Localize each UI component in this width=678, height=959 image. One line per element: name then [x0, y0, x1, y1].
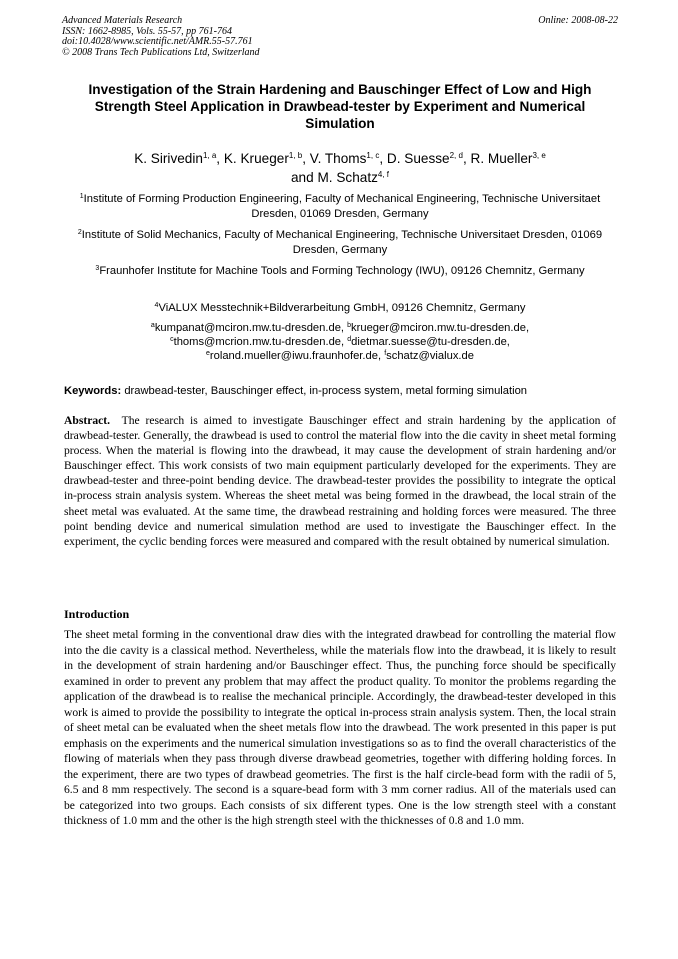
affiliation-text: Institute of Solid Mechanics, Faculty of Mechanical Engineering, Technische Universitaet Dresden, 01069 Dresden, Germany	[81, 229, 603, 256]
email-mark: d	[347, 336, 352, 343]
email-mark: f	[384, 350, 387, 357]
affiliation-mark: 2	[77, 229, 82, 236]
abstract	[64, 413, 616, 549]
introduction-body: The sheet metal forming in the conventional draw dies with the integrated drawbead for controlling the material flow into the die cavity is a classical method. Nevertheless, while the materials flow into the drawbead, it is likely to result in the development of strain hardening and/or Bauschinger effect. Thus, the punching force should be specifically examined in order to prevent any problem that may affect the product quality. To monitor the problems regarding the application of the drawbead is to realise the mechanical principle. Accordingly, the drawbead-tester developed in this work is aimed to provide the possibility to integrate the optical in-process strain analysis system. Then, the local strain of sheet metal can be evaluated when the sheet metals flow into the drawbead. The work presented in this paper is put emphasis on the experiments and the numerical simulation investigations so as to find the overall characteristics of the flowing of materials when they pass through diverse drawbead geometries, together with differing holding forces. In the experiment, there are two types of drawbead geometries. The first is the half circle-bead form with the radii of 5, 6.5 and 8 mm respectively. The second is a square-bead form with 3 mm corner radius. All of the materials used can be categorized into two groups. Each consists of six different types. One is the low strength steel with a constant thickness of 1.0 mm and the other is the high strength steel with the thicknesses of 0.8 and 1.0 mm.	[64, 628, 616, 827]
author-and: and	[290, 169, 314, 185]
keywords-label: Keywords:	[64, 385, 122, 397]
section-heading-introduction: Introduction	[64, 607, 130, 621]
author-name: M. Schatz	[317, 169, 378, 185]
journal-header	[62, 16, 618, 58]
author-name: R. Mueller	[470, 151, 533, 166]
email-address: kumpanat@mciron.mw.tu-dresden.de	[154, 322, 341, 334]
author-separator: ,	[379, 151, 387, 166]
keywords	[64, 384, 616, 398]
author-name: K. Sirivedin	[134, 151, 203, 166]
author-affiliation-mark: 4, f	[377, 169, 390, 179]
email-list: $^a$kumpanat@mciron.mw.tu-dresden.de, $^b$krueger@mciron.mw.tu-dresden.de, $^c$thoms@mcrion.mw.tu-dresden.de, $^d$dietmar.suesse@tu-dresden.de, $^e$roland.mueller@iwu.fraunhofer.de, $^f$schatz@vialux.de	[150, 322, 530, 362]
affiliation-mark: 3	[95, 265, 100, 272]
email-address: krueger@mciron.mw.tu-dresden.de	[351, 322, 526, 334]
email-mark: e	[205, 350, 210, 357]
abstract-text: The research is aimed to investigate Bauschinger effect and strain hardening by the application of drawbead-tester. Generally, the drawbead is used to control the material flow into the die cavity in sheet metal forming process. When the material is flowing into the drawbead, it may cause the development of strain hardening and/or Bauschinger effect. This work consists of two main equipment particularly developed for the experiments. They are drawbead-tester and three-point bending device. The drawbead-tester provides the possibility to integrate the optical in-process strain analysis system. Whereas the sheet metal was being formed in the drawbead, the local strain of the sheet metal was evaluated. At the same time, the drawbead restraining and holding forces were measured. The three point bending device and numerical simulation method are used to investigate the Bauschinger effect. In the experiment, the cyclic bending forces were measured and compared with the result obtained by numerical simulation.	[64, 414, 616, 548]
journal-name: Advanced Materials Research	[62, 15, 183, 26]
author-name: V. Thoms	[309, 151, 367, 166]
author-affiliation-mark: 3, e	[532, 151, 546, 160]
author-affiliation-mark: 2, d	[449, 151, 463, 160]
journal-copyright: © 2008 Trans Tech Publications Ltd, Switzerland	[62, 46, 260, 58]
journal-doi: doi:10.4028/www.scientific.net/AMR.55-57.761	[62, 36, 253, 48]
affiliation-4	[70, 301, 610, 316]
email-address: thoms@mcrion.mw.tu-dresden.de	[173, 336, 342, 348]
author-separator: ,	[462, 151, 471, 166]
email-mark: b	[347, 322, 352, 329]
affiliation-3	[70, 264, 610, 279]
affiliation-text: Fraunhofer Institute for Machine Tools and Forming Technology (IWU), 09126 Chemnitz, Germany	[99, 265, 585, 277]
email-address: schatz@vialux.de	[386, 350, 474, 362]
paper-title: Investigation of the Strain Hardening and Bauschinger Effect of Low and High Strength Steel Application in Drawbead-tester by Experiment and Numerical Simulation	[88, 82, 592, 131]
author-name: K. Krueger	[223, 151, 289, 166]
author-affiliation-mark: 1, a	[202, 151, 217, 160]
affiliation-mark: 4	[154, 302, 159, 309]
email-mark: c	[170, 336, 174, 343]
journal-issn: ISSN: 1662-8985, Vols. 55-57, pp 761-764	[62, 25, 232, 37]
affiliation-text: ViALUX Messtechnik+Bildverarbeitung GmbH, 09126 Chemnitz, Germany	[158, 302, 526, 314]
email-address: dietmar.suesse@tu-dresden.de	[351, 336, 507, 348]
author-list	[64, 150, 616, 187]
author-affiliation-mark: 1, b	[288, 151, 303, 160]
email-address: roland.mueller@iwu.fraunhofer.de	[209, 350, 378, 362]
abstract-label: Abstract.	[64, 414, 111, 427]
affiliation-text: Institute of Forming Production Engineering, Faculty of Mechanical Engineering, Technische Universitaet Dresden, 01069 Dresden, Germany	[83, 193, 601, 220]
author-name: D. Suesse	[386, 151, 450, 166]
author-separator: ,	[216, 151, 224, 166]
author-affiliation-mark: 1, c	[366, 151, 380, 160]
keywords-text: drawbead-tester, Bauschinger effect, in-process system, metal forming simulation	[124, 385, 528, 397]
affiliation-2	[70, 228, 610, 258]
online-date: Online: 2008-08-22	[538, 15, 618, 26]
affiliation-mark: 1	[79, 193, 84, 200]
affiliation-1	[70, 192, 610, 222]
author-separator: ,	[302, 151, 310, 166]
email-mark: a	[150, 322, 155, 329]
